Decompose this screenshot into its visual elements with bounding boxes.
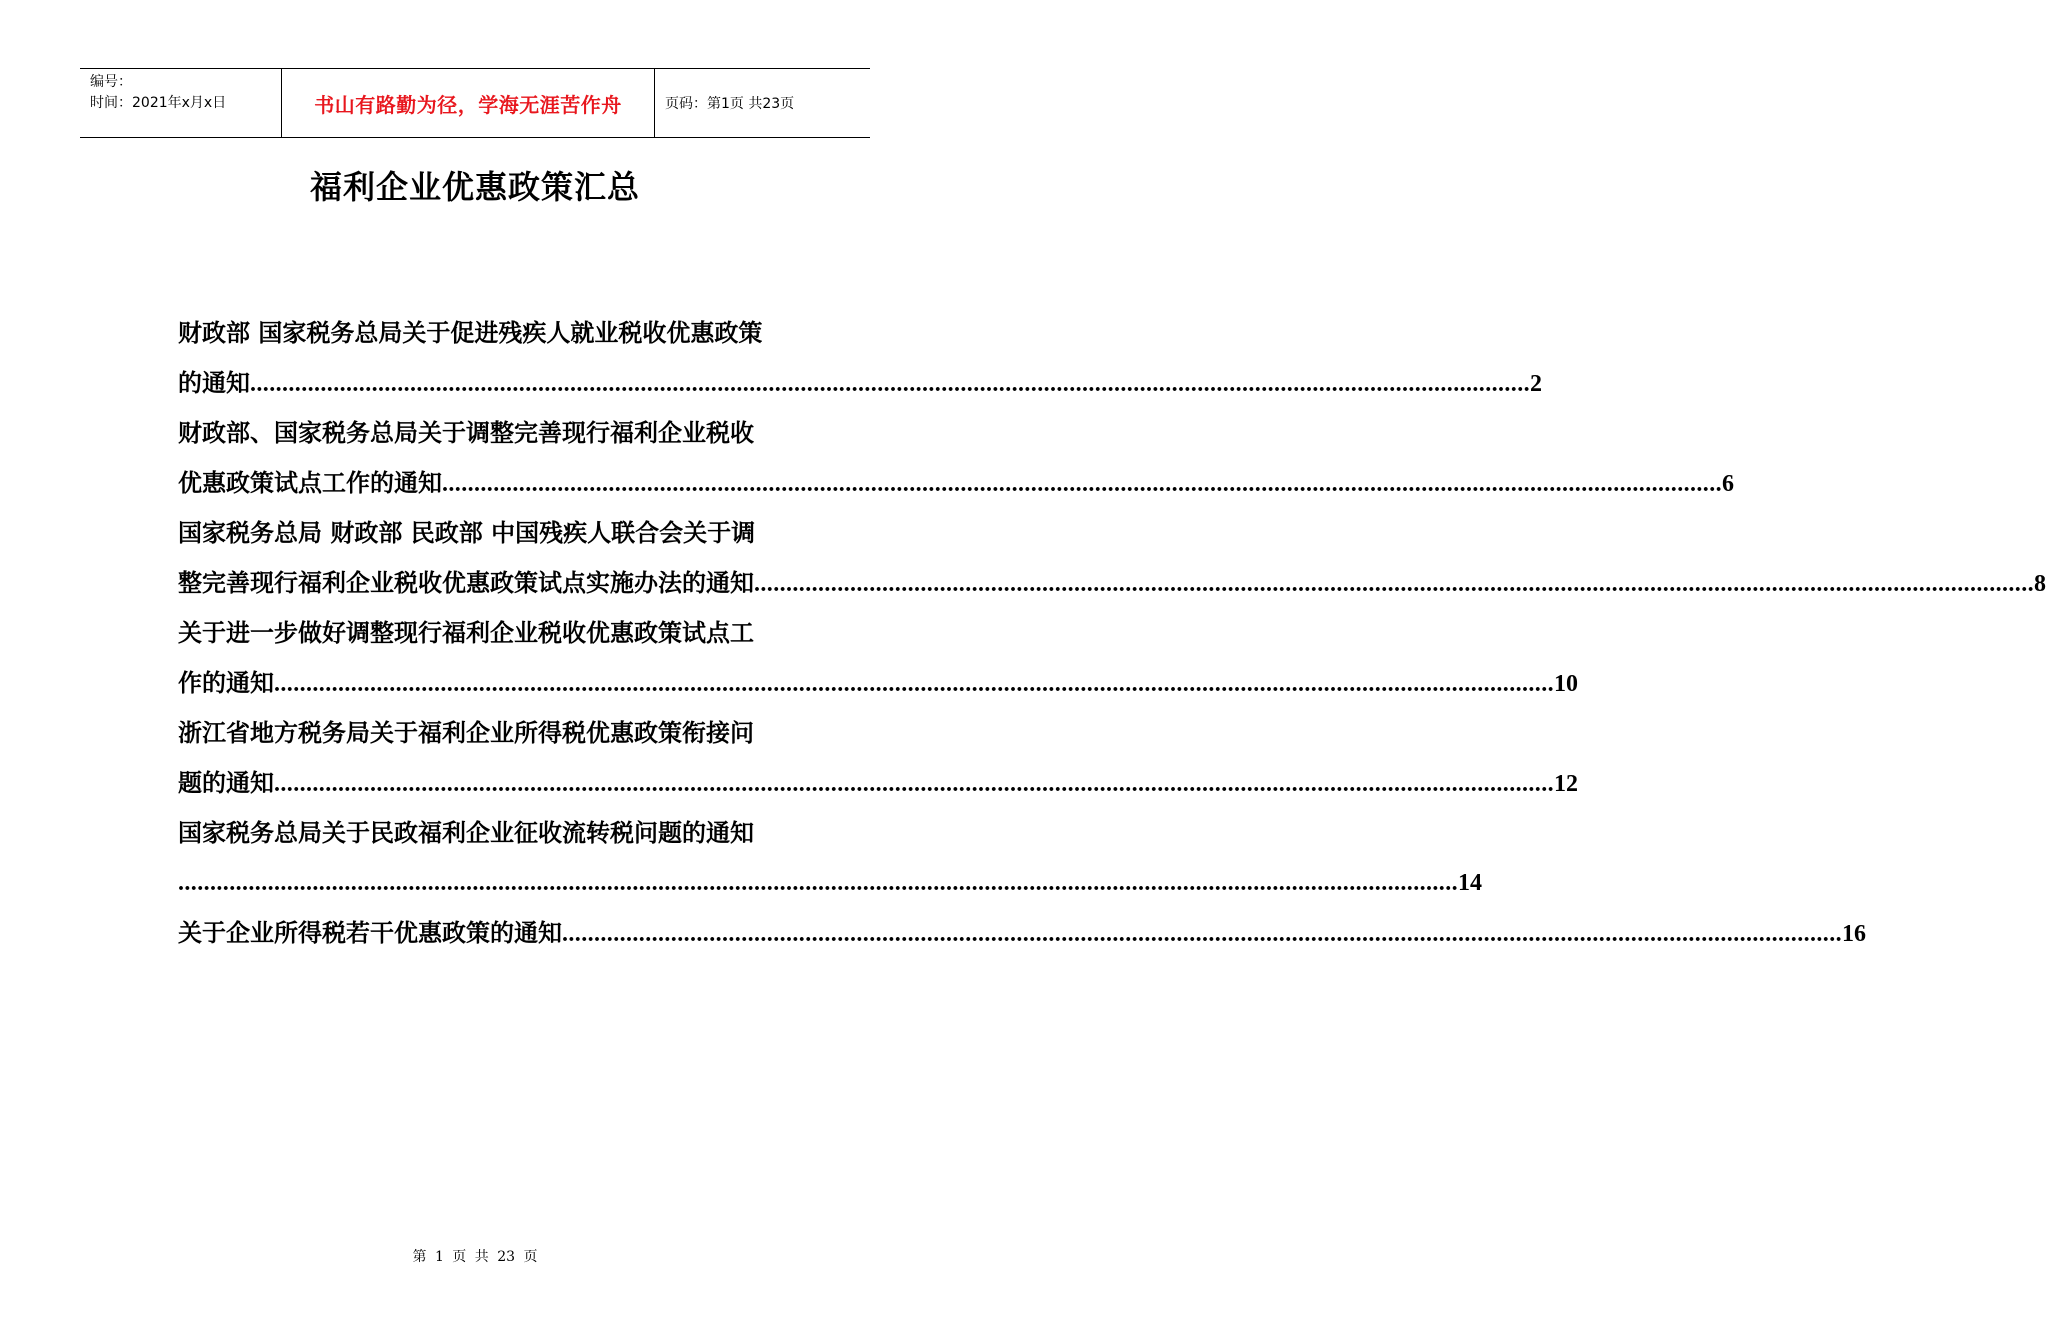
toc-entry-leader-line	[178, 658, 1578, 708]
toc-entry[interactable]	[178, 908, 1866, 958]
toc-entry-title-line: 财政部 国家税务总局关于促进残疾人就业税收优惠政策	[178, 318, 763, 347]
toc-entry-title-tail: 作的通知	[178, 668, 274, 697]
toc-entry[interactable]	[178, 708, 1578, 808]
toc-entry-title-tail: 整完善现行福利企业税收优惠政策试点实施办法的通知	[178, 568, 754, 597]
number-label: 编号：	[90, 74, 132, 90]
toc-entry-leader-line	[178, 758, 1578, 808]
toc-page-number: 16	[1842, 921, 1866, 947]
toc-entry-title-tail: 优惠政策试点工作的通知	[178, 468, 442, 497]
toc-dot-leader: ........................................................................................................................................................................................................	[442, 471, 1722, 497]
toc-dot-leader: ........................................................................................................................................................................................................	[250, 371, 1530, 397]
toc-page-number: 6	[1722, 471, 1734, 497]
toc-page-number: 8	[2034, 571, 2046, 597]
toc-page-number: 2	[1530, 371, 1542, 397]
toc-entry-leader-line	[178, 458, 1734, 508]
toc-entry-title-tail: 题的通知	[178, 768, 274, 797]
page-footer: 第 1 页 共 23 页	[412, 1249, 538, 1265]
page-info-cell	[655, 69, 870, 137]
toc-dot-leader: ........................................................................................................................................................................................................	[754, 571, 2034, 597]
header-table	[80, 68, 870, 138]
date-label: 时间：2021年x月x日	[90, 95, 227, 111]
toc-entry-leader-line	[178, 908, 1866, 958]
toc-dot-leader: ........................................................................................................................................................................................................	[562, 921, 1842, 947]
toc-entry[interactable]	[178, 608, 1578, 708]
toc-entry-leader-line	[178, 858, 1482, 908]
toc-entry-title-tail: 关于企业所得税若干优惠政策的通知	[178, 918, 562, 947]
toc-entry-title-line: 国家税务总局 财政部 民政部 中国残疾人联合会关于调	[178, 518, 756, 547]
motto-text: 书山有路勤为径，学海无涯苦作舟	[314, 92, 622, 117]
toc-entry[interactable]	[178, 808, 1482, 908]
toc-page-number: 10	[1554, 671, 1578, 697]
page-info-label: 页码：第1页 共23页	[665, 96, 795, 112]
toc-page-number: 12	[1554, 771, 1578, 797]
toc-dot-leader: ........................................................................................................................................................................................................	[178, 870, 1458, 896]
toc-dot-leader: ........................................................................................................................................................................................................	[274, 771, 1554, 797]
toc-entry[interactable]	[178, 308, 1542, 408]
toc-entry[interactable]	[178, 508, 2046, 608]
toc-entry-title-tail: 的通知	[178, 368, 250, 397]
toc-entry-title-line: 关于进一步做好调整现行福利企业税收优惠政策试点工	[178, 618, 754, 647]
toc-entry-leader-line	[178, 558, 2046, 608]
toc-dot-leader: ........................................................................................................................................................................................................	[274, 671, 1554, 697]
table-of-contents	[178, 308, 2046, 958]
toc-page-number: 14	[1458, 870, 1482, 896]
toc-entry-title-line: 浙江省地方税务局关于福利企业所得税优惠政策衔接问	[178, 718, 754, 747]
toc-entry-leader-line	[178, 358, 1542, 408]
header-meta-cell	[80, 69, 282, 137]
toc-entry-title-line: 财政部、国家税务总局关于调整完善现行福利企业税收	[178, 418, 754, 447]
toc-entry[interactable]	[178, 408, 1734, 508]
document-title: 福利企业优惠政策汇总	[309, 168, 640, 206]
toc-entry-title-line: 国家税务总局关于民政福利企业征收流转税问题的通知	[178, 818, 754, 847]
motto-cell	[282, 69, 655, 137]
